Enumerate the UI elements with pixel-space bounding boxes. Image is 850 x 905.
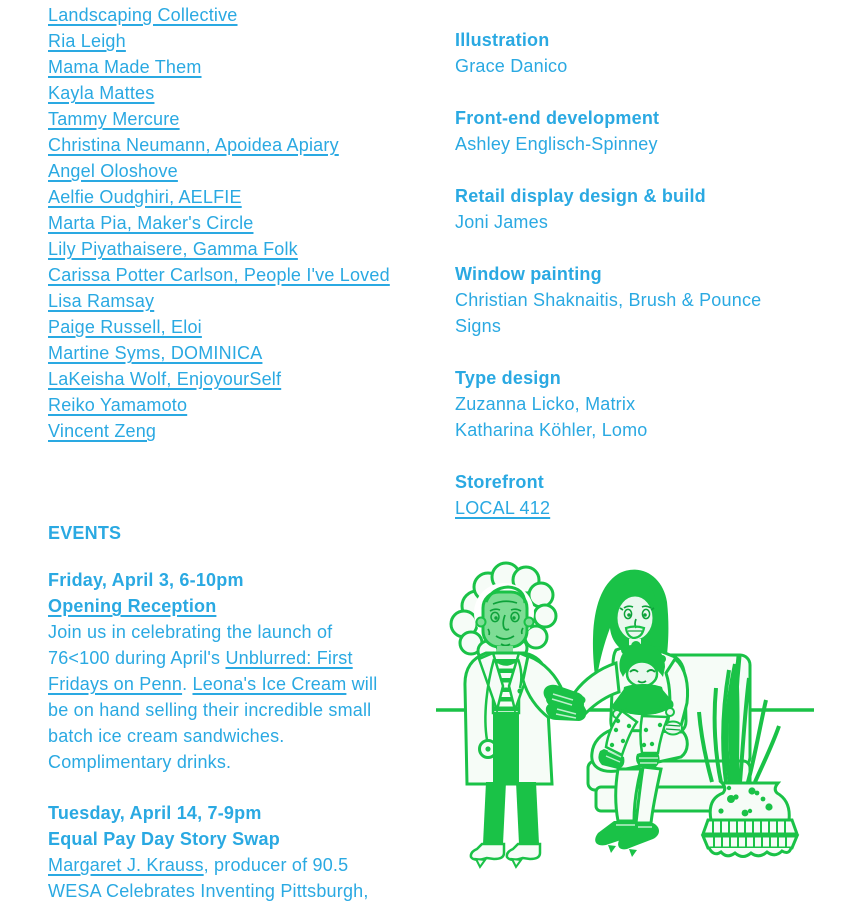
event-body-text: WESA Celebrates Inventing Pittsburgh, (48, 881, 369, 901)
event-body-text: will (346, 674, 378, 694)
credit-heading: Front-end development (455, 108, 660, 128)
event-body-text: Join us in celebrating the launch of (48, 622, 333, 642)
illustration-doctor-family (430, 558, 850, 905)
event-opening-reception (48, 567, 438, 775)
event-datetime: Tuesday, April 14, 7-9pm (48, 803, 262, 823)
directory-link[interactable]: Kayla Mattes (48, 83, 155, 103)
event-body-text: , producer of 90.5 (203, 855, 349, 875)
directory-link[interactable]: Vincent Zeng (48, 421, 157, 441)
directory-link[interactable]: Marta Pia, Maker's Circle (48, 213, 254, 233)
event-body-text: Complimentary drinks. (48, 752, 232, 772)
directory-link[interactable]: Carissa Potter Carlson, People I've Loved (48, 265, 390, 285)
credit-group-window-painting (455, 261, 840, 339)
credit-group-frontend (455, 105, 840, 157)
event-body-text: batch ice cream sandwiches. (48, 726, 285, 746)
events-section-heading: EVENTS (48, 523, 122, 543)
left-column (48, 2, 438, 904)
directory-link[interactable]: Lily Piyathaisere, Gamma Folk (48, 239, 298, 259)
credits-column (455, 27, 840, 521)
credit-group-illustration (455, 27, 840, 79)
doctor-figure (451, 563, 563, 867)
event-title-link[interactable]: Opening Reception (48, 596, 217, 616)
credit-entry: Zuzanna Licko, Matrix (455, 394, 636, 414)
credit-heading: Type design (455, 368, 561, 388)
directory-link[interactable]: Angel Oloshove (48, 161, 178, 181)
directory-link[interactable]: Mama Made Them (48, 57, 202, 77)
event-title: Equal Pay Day Story Swap (48, 829, 280, 849)
credit-group-retail-display (455, 183, 840, 235)
inline-link[interactable]: Margaret J. Krauss (48, 855, 204, 875)
credit-heading: Window painting (455, 264, 602, 284)
event-body-text: 76<100 during April's (48, 648, 226, 668)
credit-entry: Joni James (455, 212, 549, 232)
credit-heading: Storefront (455, 472, 544, 492)
credit-entry: Grace Danico (455, 56, 568, 76)
directory-link[interactable]: Aelfie Oudghiri, AELFIE (48, 187, 242, 207)
credit-group-type-design (455, 365, 840, 443)
credit-entry: Katharina Köhler, Lomo (455, 420, 648, 440)
directory-link[interactable]: Reiko Yamamoto (48, 395, 188, 415)
directory-link[interactable]: Lisa Ramsay (48, 291, 155, 311)
credit-heading: Retail display design & build (455, 186, 706, 206)
inline-link[interactable]: Fridays on Penn (48, 674, 183, 694)
directory-link[interactable]: Landscaping Collective (48, 5, 238, 25)
credit-entry: Signs (455, 316, 502, 336)
event-body-text: . (182, 674, 193, 694)
directory-link[interactable]: Ria Leigh (48, 31, 126, 51)
directory-link[interactable]: LaKeisha Wolf, EnjoyourSelf (48, 369, 282, 389)
directory-link[interactable]: Martine Syms, DOMINICA (48, 343, 263, 363)
event-equal-pay-day (48, 800, 438, 904)
event-datetime: Friday, April 3, 6-10pm (48, 570, 244, 590)
directory-link[interactable]: Christina Neumann, Apoidea Apiary (48, 135, 339, 155)
credit-entry: Ashley Englisch-Spinney (455, 134, 658, 154)
directory-link[interactable]: Tammy Mercure (48, 109, 180, 129)
local-412-link[interactable]: LOCAL 412 (455, 498, 551, 518)
credit-entry: Christian Shaknaitis, Brush & Pounce (455, 290, 762, 310)
inline-link[interactable]: Unblurred: First (225, 648, 353, 668)
event-body-text: be on hand selling their incredible small (48, 700, 372, 720)
directory-list (48, 2, 438, 444)
directory-link[interactable]: Paige Russell, Eloi (48, 317, 202, 337)
inline-link[interactable]: Leona's Ice Cream (192, 674, 347, 694)
credit-group-storefront (455, 469, 840, 521)
credit-heading: Illustration (455, 30, 550, 50)
